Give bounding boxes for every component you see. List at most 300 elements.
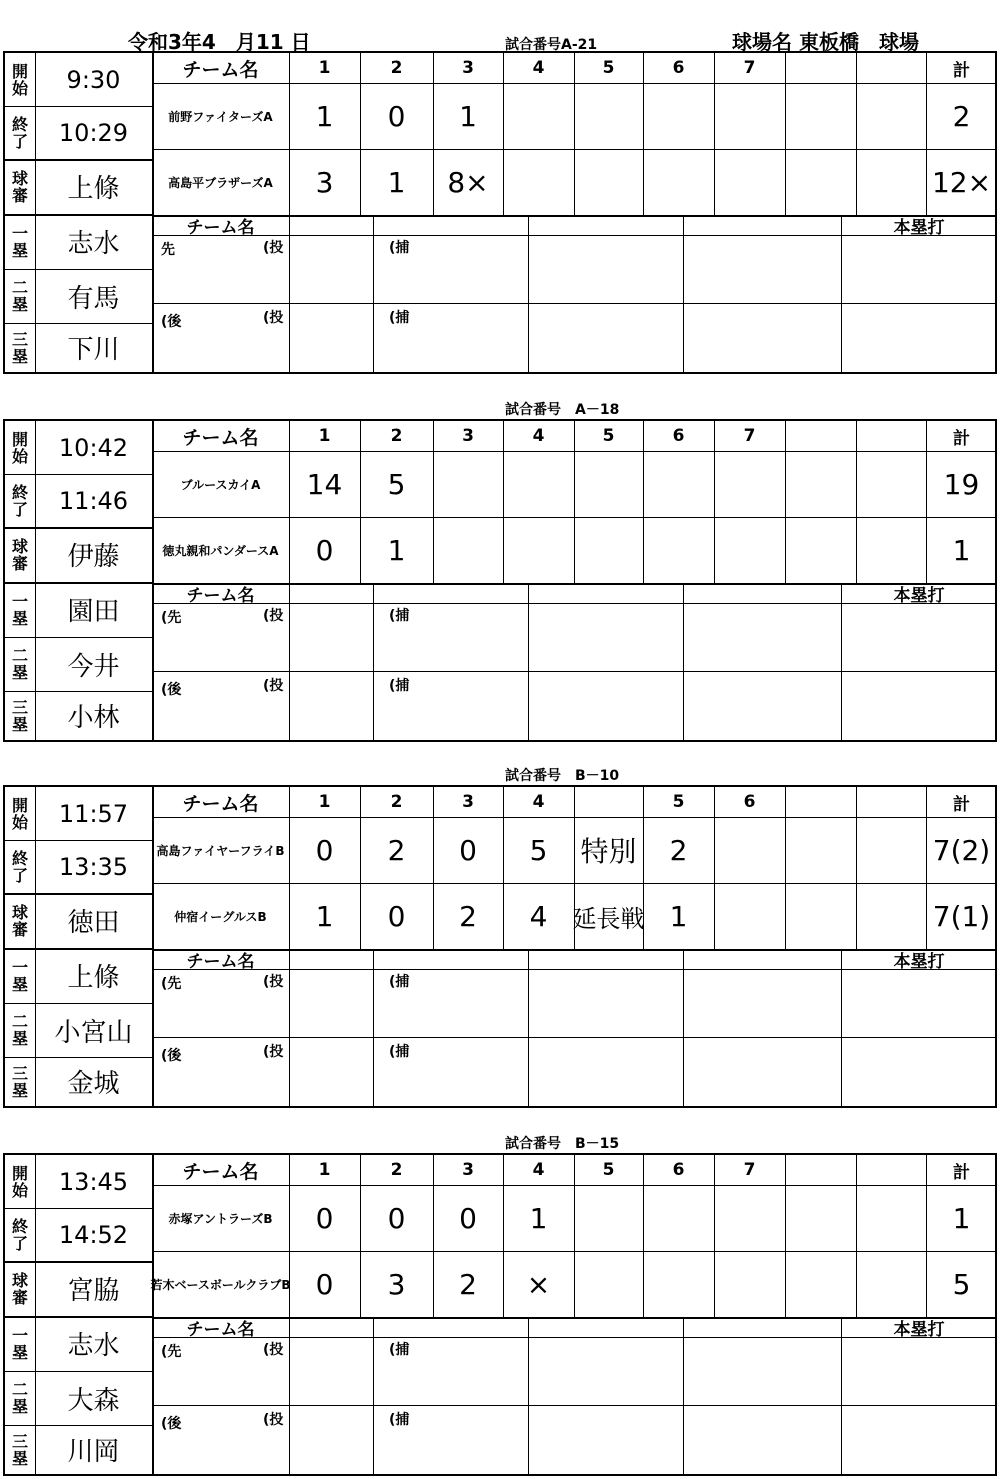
inning-score: 1 xyxy=(387,165,406,199)
row-divider xyxy=(5,1425,152,1426)
row-divider xyxy=(5,214,152,216)
inning-score xyxy=(714,451,785,517)
inning-score xyxy=(503,517,574,583)
col-divider xyxy=(926,53,927,215)
pitcher-label: (投 xyxy=(263,1412,284,1428)
col-divider xyxy=(289,949,290,1106)
inning-header xyxy=(785,421,856,451)
inning-score xyxy=(785,1251,856,1317)
row-label-third: 三 塁 xyxy=(11,1063,28,1100)
inning-score: 1 xyxy=(315,99,334,133)
col-divider xyxy=(856,421,857,583)
game-number: 試合番号 A－18 xyxy=(505,402,620,418)
col-divider xyxy=(841,1317,842,1474)
col-divider xyxy=(35,787,36,1106)
row-divider xyxy=(5,1316,152,1318)
col-divider xyxy=(574,1155,575,1317)
total-score: 19 xyxy=(943,467,980,501)
start-time: 9:30 xyxy=(66,65,121,94)
col-divider xyxy=(35,1155,36,1474)
col-divider xyxy=(643,787,644,949)
catcher-label: (捕 xyxy=(389,1044,410,1060)
col-divider xyxy=(841,215,842,372)
plate-umpire: 徳田 xyxy=(67,908,120,938)
second-base-umpire: 今井 xyxy=(67,651,120,682)
col-divider xyxy=(926,1155,927,1317)
col-divider xyxy=(785,421,786,583)
catcher-label: (捕 xyxy=(389,240,410,256)
col-divider xyxy=(926,421,927,583)
row-divider xyxy=(5,1057,152,1058)
row-label-second: 二 塁 xyxy=(11,646,28,682)
inning-header xyxy=(574,787,643,817)
pitcher-label: (投 xyxy=(263,310,284,326)
scorecard xyxy=(3,51,997,374)
inning-score xyxy=(643,1185,714,1251)
inning-header: 2 xyxy=(390,1160,403,1180)
col-divider xyxy=(714,421,715,583)
row-divider xyxy=(5,106,152,107)
col-divider xyxy=(528,583,529,740)
catcher-label: (捕 xyxy=(389,310,410,326)
inning-score xyxy=(856,451,926,517)
inning-header: 1 xyxy=(318,1160,331,1180)
row-label-third: 三 塁 xyxy=(11,1431,28,1468)
inning-header: 7 xyxy=(743,426,756,446)
col-divider xyxy=(528,215,529,372)
inning-score xyxy=(643,1251,714,1317)
col-divider xyxy=(152,583,153,740)
col-divider xyxy=(856,53,857,215)
col-divider xyxy=(643,1155,644,1317)
inning-score: 2 xyxy=(387,833,406,867)
total-header: 計 xyxy=(953,428,970,449)
col-divider xyxy=(289,1317,290,1474)
inning-score xyxy=(643,149,714,215)
total-header: 計 xyxy=(953,60,970,81)
col-divider xyxy=(785,53,786,215)
inning-score: 延長戦 xyxy=(572,904,645,933)
inning-score xyxy=(574,517,643,583)
inning-header: 5 xyxy=(602,1160,615,1180)
catcher-label: (捕 xyxy=(389,608,410,624)
game-number: 試合番号 B－10 xyxy=(505,768,620,784)
plate-umpire: 伊藤 xyxy=(67,542,120,572)
row-label-end: 終 了 xyxy=(11,1216,28,1253)
end-time: 11:46 xyxy=(58,486,129,515)
row-divider xyxy=(152,1037,997,1038)
team-name-header: チーム名 xyxy=(182,792,259,815)
row-divider xyxy=(5,474,152,475)
team-name-header: チーム名 xyxy=(182,1160,259,1183)
inning-header: 6 xyxy=(672,1160,685,1180)
header-field-name: 球場名 東板橋 球場 xyxy=(732,30,919,54)
inning-header: 6 xyxy=(672,58,685,78)
inning-score xyxy=(503,149,574,215)
inning-score: 1 xyxy=(669,899,688,933)
inning-score: 14 xyxy=(306,467,343,501)
team-name: 高島ファイヤーフライB xyxy=(156,843,285,858)
inning-score xyxy=(856,883,926,949)
inning-score xyxy=(714,517,785,583)
col-divider xyxy=(683,1317,684,1474)
end-time: 10:29 xyxy=(58,118,129,147)
inning-score: 0 xyxy=(387,99,406,133)
row-label-third: 三 塁 xyxy=(11,697,28,734)
first-team-label: (先 xyxy=(161,1344,182,1360)
inning-score: 2 xyxy=(669,833,688,867)
row-label-first: 一 塁 xyxy=(11,957,28,994)
pitcher-label: (投 xyxy=(263,1044,284,1060)
row-divider xyxy=(5,691,152,692)
inning-score xyxy=(433,517,503,583)
inning-score xyxy=(714,1185,785,1251)
row-divider xyxy=(5,159,152,161)
col-divider xyxy=(360,53,361,215)
catcher-label: (捕 xyxy=(389,1412,410,1428)
inning-score: 5 xyxy=(387,467,406,501)
inning-header xyxy=(785,787,856,817)
inning-header: 7 xyxy=(743,58,756,78)
first-base-umpire: 志水 xyxy=(67,229,120,259)
inning-score: 1 xyxy=(315,899,334,933)
inning-score: 1 xyxy=(387,533,406,567)
inning-score xyxy=(714,883,785,949)
pitcher-label: (投 xyxy=(263,1342,284,1358)
header-date: 令和3年4 月11 日 xyxy=(128,30,311,54)
inning-score xyxy=(785,451,856,517)
end-time: 13:35 xyxy=(58,852,129,881)
col-divider xyxy=(714,787,715,949)
col-divider xyxy=(360,421,361,583)
inning-header: 1 xyxy=(318,426,331,446)
inning-score xyxy=(856,149,926,215)
total-score: 7(2) xyxy=(932,833,991,867)
inning-header xyxy=(856,421,926,451)
col-divider xyxy=(856,1155,857,1317)
third-base-umpire: 川岡 xyxy=(67,1437,120,1467)
catcher-label: (捕 xyxy=(389,678,410,694)
inning-header: 2 xyxy=(390,792,403,812)
col-divider xyxy=(152,949,153,1106)
inning-score: 特別 xyxy=(580,835,637,868)
inning-score xyxy=(856,1251,926,1317)
inning-header: 4 xyxy=(532,58,545,78)
first-team-label: (先 xyxy=(161,976,182,992)
row-label-first: 一 塁 xyxy=(11,591,28,628)
team-name-header: チーム名 xyxy=(182,426,259,449)
inning-score: 3 xyxy=(315,165,334,199)
inning-score xyxy=(643,517,714,583)
row-divider xyxy=(5,893,152,895)
total-header: 計 xyxy=(953,1162,970,1183)
scorecard xyxy=(3,419,997,742)
first-base-umpire: 園田 xyxy=(67,597,120,627)
scorecard xyxy=(3,785,997,1108)
inning-score xyxy=(714,83,785,149)
col-divider xyxy=(373,583,374,740)
inning-score xyxy=(714,1251,785,1317)
total-score: 1 xyxy=(952,1201,971,1235)
pitcher-label: (投 xyxy=(263,678,284,694)
second-base-umpire: 有馬 xyxy=(67,283,120,314)
second-base-umpire: 大森 xyxy=(67,1385,120,1416)
row-label-second: 二 塁 xyxy=(11,1380,28,1416)
lower-team-name-header: チーム名 xyxy=(186,1319,255,1340)
inning-score xyxy=(433,451,503,517)
row-divider xyxy=(152,1337,997,1338)
col-divider xyxy=(289,215,290,372)
col-divider xyxy=(289,421,290,583)
col-divider xyxy=(360,1155,361,1317)
row-label-end: 終 了 xyxy=(11,114,28,151)
total-header: 計 xyxy=(953,794,970,815)
row-label-start: 開 始 xyxy=(11,1163,28,1200)
inning-score: 2 xyxy=(459,1267,477,1301)
col-divider xyxy=(643,53,644,215)
col-divider xyxy=(714,1155,715,1317)
inning-score xyxy=(714,817,785,883)
inning-score: 8× xyxy=(447,165,489,199)
col-divider xyxy=(360,787,361,949)
inning-score: 4 xyxy=(529,899,548,933)
total-score: 12× xyxy=(931,165,992,199)
row-divider xyxy=(5,840,152,841)
col-divider xyxy=(35,53,36,372)
col-divider xyxy=(856,787,857,949)
col-divider xyxy=(433,1155,434,1317)
first-base-umpire: 上條 xyxy=(67,963,120,993)
inning-header: 2 xyxy=(390,58,403,78)
row-label-plate: 球 審 xyxy=(11,168,28,205)
row-divider xyxy=(5,269,152,270)
inning-score xyxy=(503,83,574,149)
row-divider xyxy=(5,637,152,638)
inning-score xyxy=(856,817,926,883)
col-divider xyxy=(373,1317,374,1474)
col-divider xyxy=(643,421,644,583)
row-divider xyxy=(5,582,152,584)
team-name-header: チーム名 xyxy=(182,58,259,81)
col-divider xyxy=(373,215,374,372)
start-time: 13:45 xyxy=(58,1167,129,1196)
row-label-end: 終 了 xyxy=(11,482,28,519)
third-base-umpire: 小林 xyxy=(67,703,120,733)
inning-header xyxy=(856,1155,926,1185)
inning-score xyxy=(856,83,926,149)
inning-score: 0 xyxy=(459,1201,477,1235)
inning-score xyxy=(643,83,714,149)
inning-score: 2 xyxy=(459,899,477,933)
row-divider xyxy=(152,969,997,970)
col-divider xyxy=(714,53,715,215)
inning-score xyxy=(574,149,643,215)
plate-umpire: 上條 xyxy=(67,174,120,204)
inning-header: 6 xyxy=(743,792,756,812)
inning-header: 4 xyxy=(532,426,545,446)
inning-score: 5 xyxy=(529,833,548,867)
inning-score: 1 xyxy=(529,1201,548,1235)
row-divider xyxy=(5,1371,152,1372)
inning-header xyxy=(856,787,926,817)
inning-header xyxy=(785,1155,856,1185)
col-divider xyxy=(528,949,529,1106)
catcher-label: (捕 xyxy=(389,1342,410,1358)
inning-header: 5 xyxy=(672,792,685,812)
inning-score xyxy=(856,1185,926,1251)
inning-header: 5 xyxy=(602,58,615,78)
col-divider xyxy=(841,949,842,1106)
col-divider xyxy=(503,1155,504,1317)
row-divider xyxy=(5,1208,152,1209)
inning-score xyxy=(785,1185,856,1251)
col-divider xyxy=(35,421,36,740)
pitcher-label: (投 xyxy=(263,974,284,990)
row-divider xyxy=(5,323,152,324)
first-base-umpire: 志水 xyxy=(67,1331,120,1361)
col-divider xyxy=(574,421,575,583)
second-team-label: (後 xyxy=(161,1416,182,1432)
row-divider xyxy=(152,603,997,604)
start-time: 11:57 xyxy=(58,799,129,828)
homerun-header: 本塁打 xyxy=(893,585,945,606)
row-divider xyxy=(5,948,152,950)
first-team-label: (先 xyxy=(161,610,182,626)
col-divider xyxy=(503,421,504,583)
third-base-umpire: 下川 xyxy=(67,335,120,365)
header-game-number: 試合番号A-21 xyxy=(505,37,598,53)
inning-score xyxy=(785,83,856,149)
inning-score xyxy=(574,1185,643,1251)
second-team-label: (後 xyxy=(161,1048,182,1064)
pitcher-label: (投 xyxy=(263,240,284,256)
row-label-end: 終 了 xyxy=(11,848,28,885)
col-divider xyxy=(289,53,290,215)
inning-score: 0 xyxy=(387,899,406,933)
homerun-header: 本塁打 xyxy=(893,217,945,238)
col-divider xyxy=(683,215,684,372)
row-label-first: 一 塁 xyxy=(11,1325,28,1362)
inning-score xyxy=(643,451,714,517)
inning-score xyxy=(856,517,926,583)
inning-header: 7 xyxy=(743,1160,756,1180)
row-label-first: 一 塁 xyxy=(11,223,28,260)
col-divider xyxy=(289,787,290,949)
col-divider xyxy=(683,949,684,1106)
col-divider xyxy=(152,215,153,372)
col-divider xyxy=(574,787,575,949)
col-divider xyxy=(289,583,290,740)
plate-umpire: 宮脇 xyxy=(67,1276,120,1306)
row-divider xyxy=(5,1261,152,1263)
col-divider xyxy=(528,1317,529,1474)
row-divider xyxy=(5,527,152,529)
second-team-label: (後 xyxy=(161,314,182,330)
inning-score xyxy=(785,149,856,215)
inning-score xyxy=(574,83,643,149)
row-label-start: 開 始 xyxy=(11,429,28,466)
col-divider xyxy=(926,787,927,949)
inning-score: 0 xyxy=(459,833,477,867)
inning-header: 1 xyxy=(318,792,331,812)
lower-team-name-header: チーム名 xyxy=(186,217,255,238)
row-label-second: 二 塁 xyxy=(11,1012,28,1048)
col-divider xyxy=(433,787,434,949)
col-divider xyxy=(152,1317,153,1474)
inning-score xyxy=(785,817,856,883)
col-divider xyxy=(503,787,504,949)
inning-header: 4 xyxy=(532,792,545,812)
total-score: 5 xyxy=(952,1267,971,1301)
col-divider xyxy=(785,1155,786,1317)
col-divider xyxy=(841,583,842,740)
game-number: 試合番号 B－15 xyxy=(505,1136,620,1152)
homerun-header: 本塁打 xyxy=(893,1319,945,1340)
inning-header: 1 xyxy=(318,58,331,78)
inning-header xyxy=(785,53,856,83)
inning-score xyxy=(574,451,643,517)
inning-header: 4 xyxy=(532,1160,545,1180)
inning-score xyxy=(503,451,574,517)
second-base-umpire: 小宮山 xyxy=(54,1017,133,1048)
inning-score: 1 xyxy=(459,99,477,133)
row-divider xyxy=(152,1405,997,1406)
row-label-plate: 球 審 xyxy=(11,902,28,939)
row-label-start: 開 始 xyxy=(11,61,28,98)
row-divider xyxy=(152,235,997,236)
team-name: 高島平ブラザーズA xyxy=(168,175,273,190)
inning-score: 0 xyxy=(315,1201,334,1235)
inning-score xyxy=(574,1251,643,1317)
second-team-label: (後 xyxy=(161,682,182,698)
inning-header: 5 xyxy=(602,426,615,446)
row-label-plate: 球 審 xyxy=(11,1270,28,1307)
lower-team-name-header: チーム名 xyxy=(186,585,255,606)
team-name: 徳丸親和パンダースA xyxy=(162,543,279,558)
row-divider xyxy=(5,1003,152,1004)
total-score: 2 xyxy=(952,99,971,133)
homerun-header: 本塁打 xyxy=(893,951,945,972)
inning-header: 3 xyxy=(462,426,474,446)
total-score: 1 xyxy=(952,533,971,567)
lower-team-name-header: チーム名 xyxy=(186,951,255,972)
inning-header: 3 xyxy=(462,58,474,78)
inning-score: 0 xyxy=(315,1267,334,1301)
row-divider xyxy=(152,303,997,304)
col-divider xyxy=(433,53,434,215)
inning-score: 3 xyxy=(387,1267,406,1301)
col-divider xyxy=(503,53,504,215)
col-divider xyxy=(289,1155,290,1317)
scorecard xyxy=(3,1153,997,1476)
inning-score: 0 xyxy=(315,533,334,567)
inning-score: 0 xyxy=(387,1201,406,1235)
inning-header: 6 xyxy=(672,426,685,446)
inning-header: 3 xyxy=(462,792,474,812)
inning-score xyxy=(785,883,856,949)
team-name: 若木ベースボールクラブB xyxy=(150,1277,291,1292)
start-time: 10:42 xyxy=(58,433,129,462)
pitcher-label: (投 xyxy=(263,608,284,624)
inning-score xyxy=(714,149,785,215)
inning-score: × xyxy=(526,1267,551,1301)
row-label-third: 三 塁 xyxy=(11,329,28,366)
inning-header: 2 xyxy=(390,426,403,446)
col-divider xyxy=(683,583,684,740)
end-time: 14:52 xyxy=(58,1220,129,1249)
team-name: 仲宿イーグルスB xyxy=(174,909,267,924)
inning-header xyxy=(856,53,926,83)
